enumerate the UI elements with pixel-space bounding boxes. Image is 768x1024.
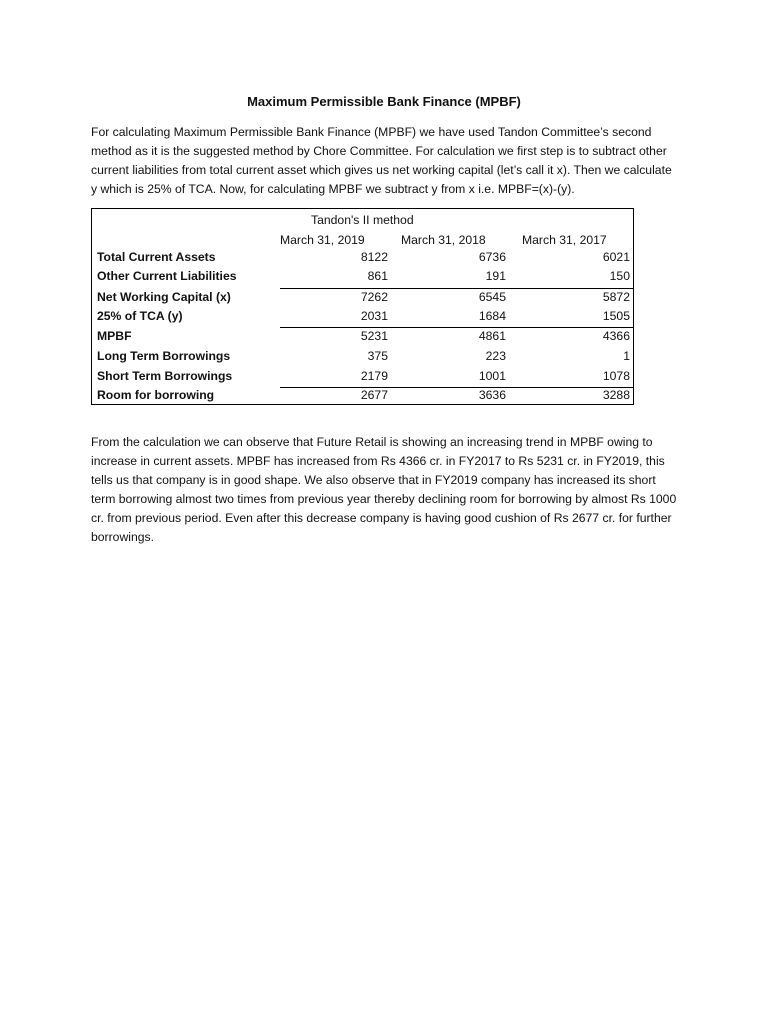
row-label: Other Current Liabilities (97, 269, 237, 283)
row-label: 25% of TCA (y) (97, 309, 183, 323)
table-row (92, 388, 633, 407)
cell-2019: 2031 (360, 309, 388, 323)
subtotal-rule (280, 288, 633, 289)
table-row (92, 369, 633, 388)
table-row (92, 290, 633, 309)
cell-2019: 375 (367, 349, 388, 363)
cell-2018: 223 (485, 349, 506, 363)
row-label: Net Working Capital (x) (97, 290, 231, 304)
cell-2017: 4366 (602, 329, 630, 343)
cell-2017: 1 (623, 349, 630, 363)
row-label: Room for borrowing (97, 388, 215, 402)
cell-2017: 6021 (602, 250, 630, 264)
column-header-2018: March 31, 2018 (401, 233, 486, 247)
subtotal-rule (280, 327, 633, 328)
row-label: Short Term Borrowings (97, 369, 233, 383)
intro-paragraph: For calculating Maximum Permissible Bank Finance (MPBF) we have used Tandon Committee’s second method as it is the suggested method by Chore Committee. For calculation we first step is to subtract other current liabilities from total current asset which gives us net working capital (let’s call it x). Then we calculate y which is 25% of TCA. Now, for calculating MPBF we subtract y from x i.e. MPBF=(x)-(y). (91, 125, 672, 196)
cell-2017: 1078 (602, 369, 630, 383)
table-method-label: Tandon's II method (311, 213, 414, 227)
row-label: Long Term Borrowings (97, 349, 231, 363)
conclusion-paragraph: From the calculation we can observe that Future Retail is showing an increasing trend in MPBF owing to increase in current assets. MPBF has increased from Rs 4366 cr. in FY2017 to Rs 5231 cr. in FY2019, this tells us that company is in good shape. We also observe that in FY2019 company has increased its short term borrowing almost two times from previous year thereby declining room for borrowing by almost Rs 1000 cr. from previous period. Even after this decrease company is having good cushion of Rs 2677 cr. for further borrowings. (91, 435, 677, 544)
table-row (92, 309, 633, 328)
page-title: Maximum Permissible Bank Finance (MPBF) (247, 94, 521, 109)
cell-2017: 150 (609, 269, 630, 283)
column-header-2017: March 31, 2017 (522, 233, 607, 247)
row-label: Total Current Assets (97, 250, 216, 264)
mpbf-table (91, 208, 634, 405)
cell-2019: 861 (367, 269, 388, 283)
cell-2018: 1001 (478, 369, 506, 383)
row-label: MPBF (97, 329, 132, 343)
table-row (92, 250, 633, 269)
cell-2018: 4861 (478, 329, 506, 343)
cell-2019: 5231 (360, 329, 388, 343)
cell-2018: 6736 (478, 250, 506, 264)
cell-2018: 1684 (478, 309, 506, 323)
cell-2018: 191 (485, 269, 506, 283)
cell-2018: 6545 (478, 290, 506, 304)
cell-2019: 7262 (360, 290, 388, 304)
cell-2017: 5872 (602, 290, 630, 304)
cell-2019: 2179 (360, 369, 388, 383)
cell-2018: 3636 (478, 388, 506, 402)
table-row (92, 269, 633, 288)
column-header-2019: March 31, 2019 (280, 233, 365, 247)
cell-2017: 3288 (602, 388, 630, 402)
table-row (92, 349, 633, 368)
cell-2019: 8122 (360, 250, 388, 264)
cell-2017: 1505 (602, 309, 630, 323)
table-row (92, 329, 633, 348)
cell-2019: 2677 (360, 388, 388, 402)
